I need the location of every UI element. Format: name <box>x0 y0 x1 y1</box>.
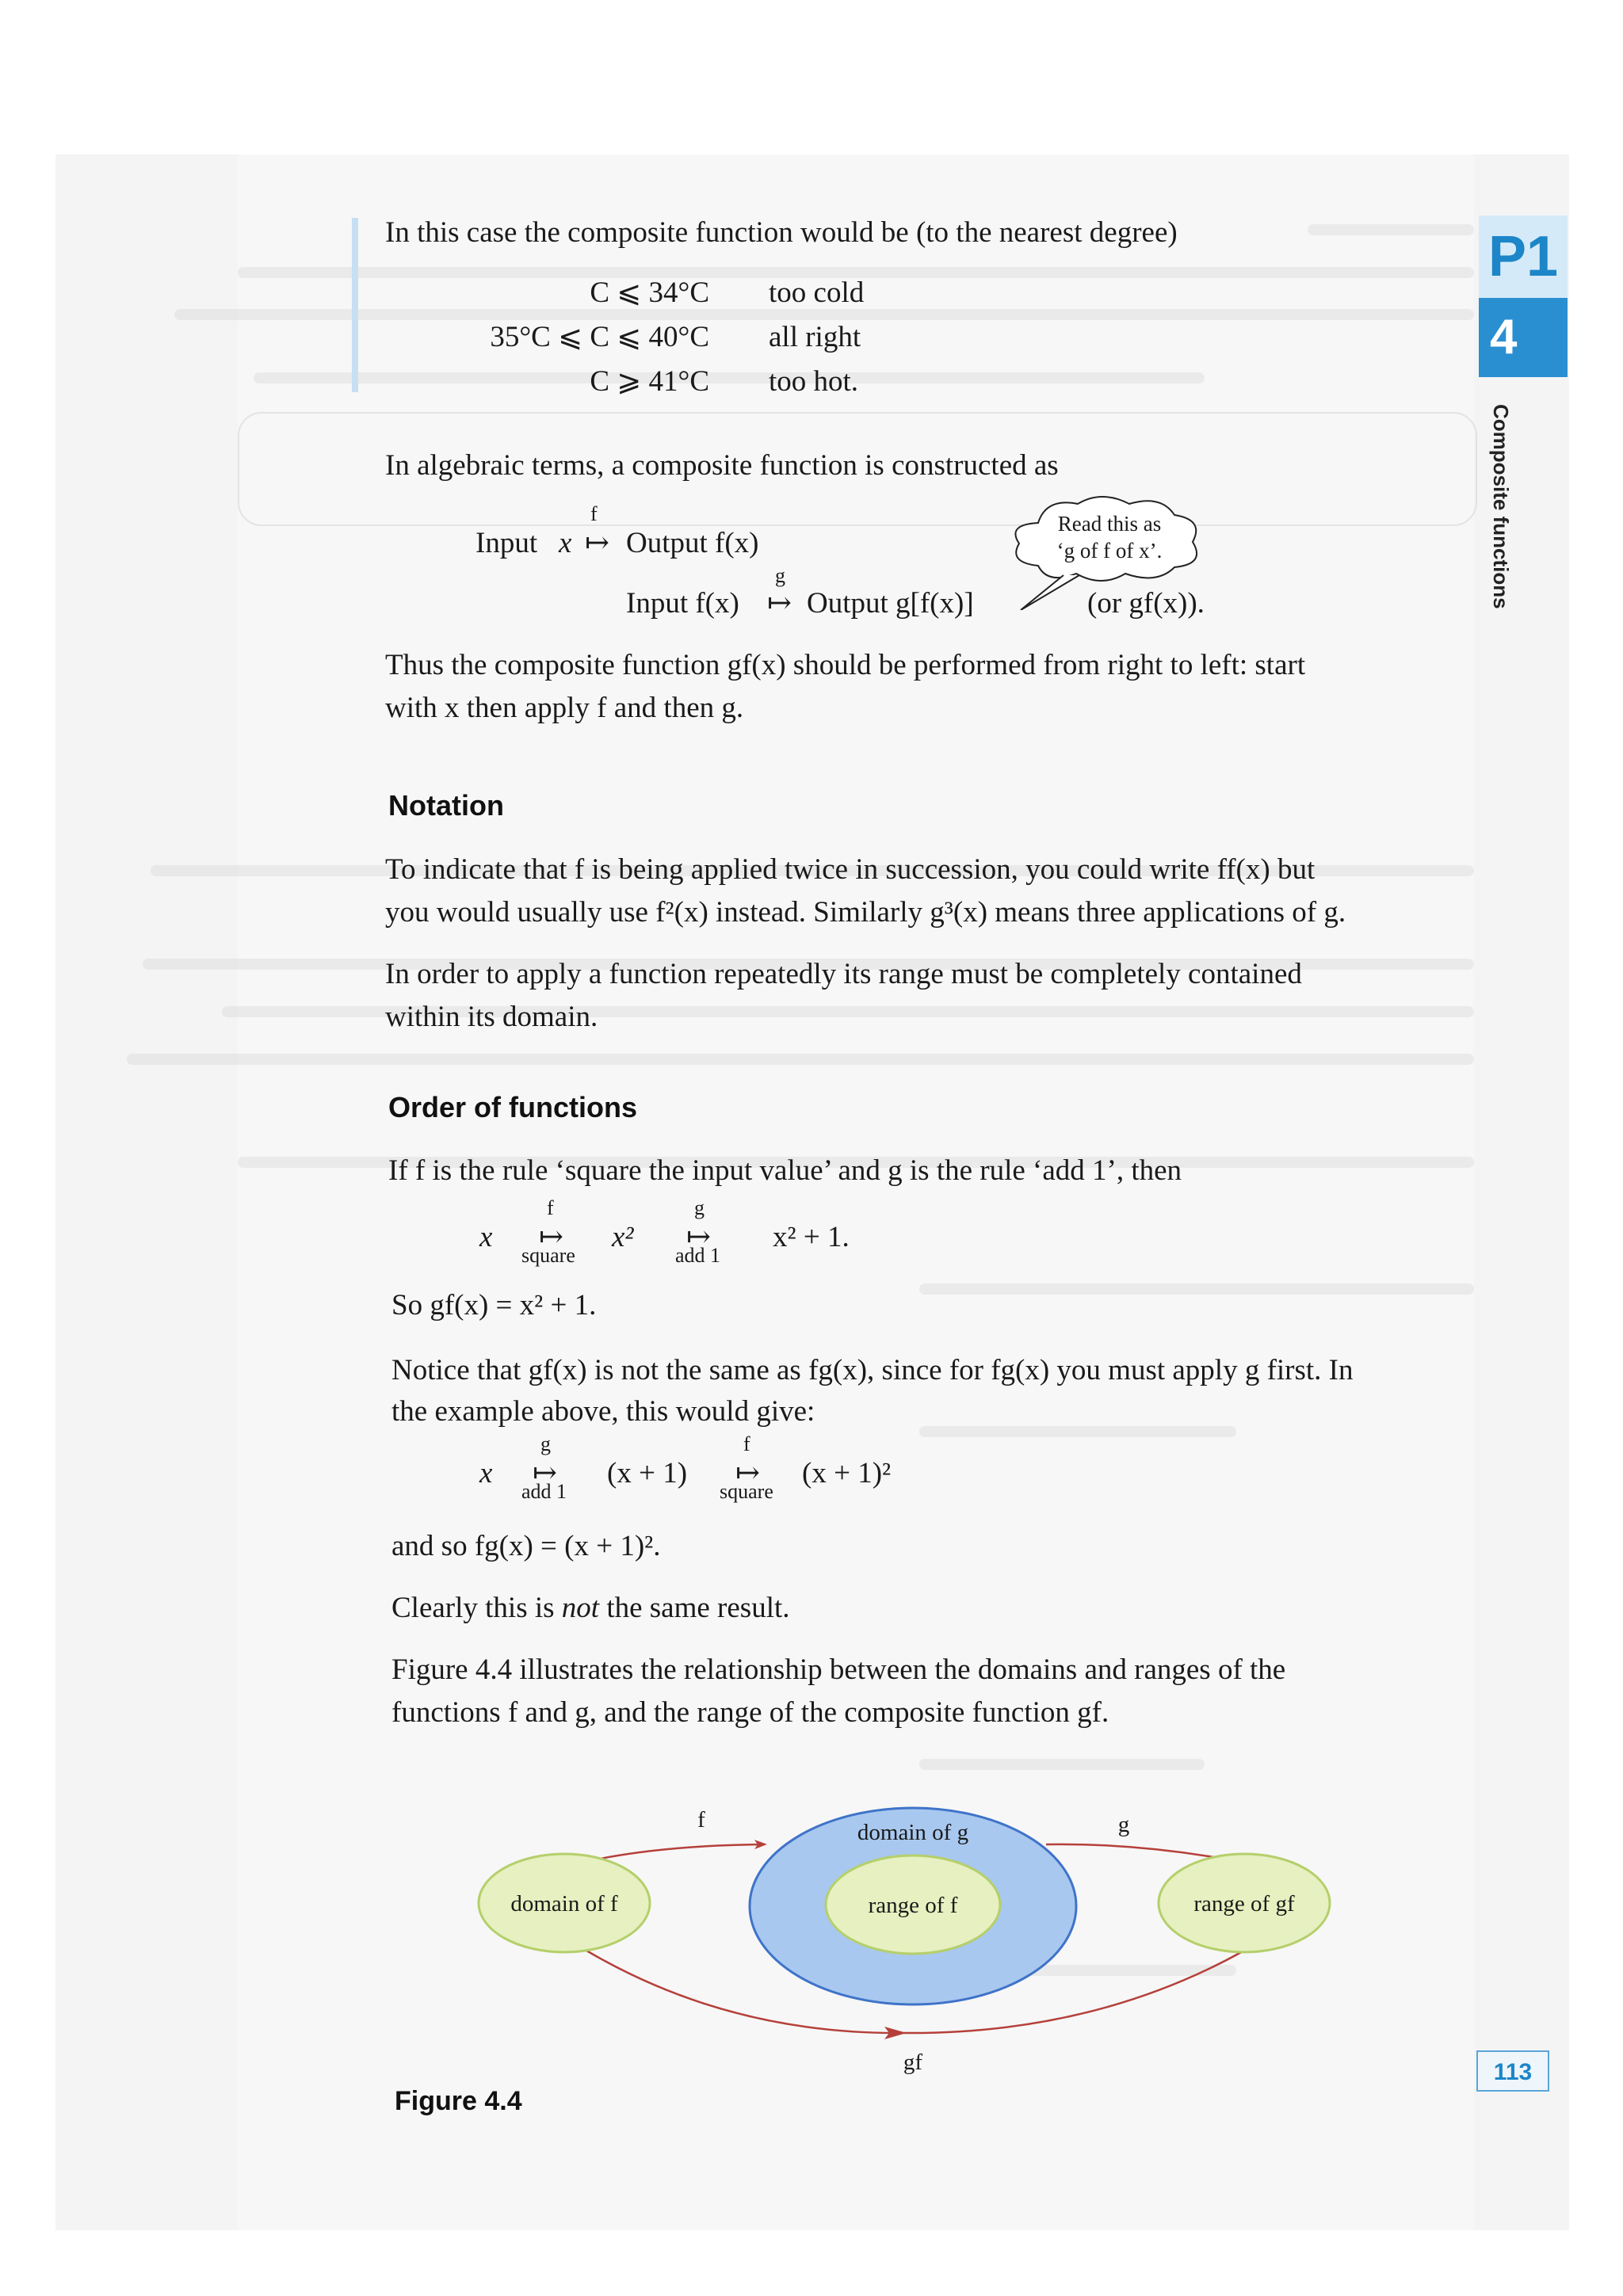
algebraic-text: In algebraic terms, a composite function is constructed as <box>385 449 1059 482</box>
chain2-result: (x + 1)² <box>802 1457 892 1489</box>
side-tab-chapter: 4 <box>1479 298 1568 377</box>
margin-rule <box>352 218 358 392</box>
repeat-text-line-2: within its domain. <box>385 1001 598 1033</box>
chain2-x: x <box>479 1457 493 1489</box>
chain1-arrow-2: ↦ <box>686 1221 712 1253</box>
chain1-x2: x² <box>612 1221 634 1253</box>
notice-text-line-2: the example above, this would give: <box>391 1395 815 1428</box>
notation-text-line-2: you would usually use f²(x) instead. Similarly g³(x) means three applications of g. <box>385 896 1346 929</box>
chain2-arrow-1: ↦ <box>533 1457 558 1489</box>
chain2-square-label: square <box>720 1480 773 1503</box>
thought-bubble <box>991 491 1228 610</box>
andso-text: and so fg(x) = (x + 1)². <box>391 1530 661 1562</box>
thus-text-line-1: Thus the composite function gf(x) should be performed from right to left: start <box>385 649 1306 681</box>
show-through-line <box>1308 224 1474 235</box>
figure-caption: Figure 4.4 <box>395 2086 522 2116</box>
temp-condition: C ⩽ 34°C <box>590 277 709 309</box>
label-arrow-gf: gf <box>903 2050 923 2075</box>
chain2-f-label: f <box>743 1432 750 1455</box>
chain1-g-label: g <box>694 1196 705 1219</box>
map1-var: x <box>559 527 572 559</box>
map1-arrow: ↦ <box>585 527 610 559</box>
figure-text-line-1: Figure 4.4 illustrates the relationship between the domains and ranges of the <box>391 1653 1286 1686</box>
temp-label: all right <box>769 321 861 353</box>
chain1-x: x <box>479 1221 493 1253</box>
label-domain-f: domain of f <box>510 1891 618 1917</box>
chain2-mid: (x + 1) <box>607 1457 688 1489</box>
figure-text-line-2: functions f and g, and the range of the composite function gf. <box>391 1696 1109 1729</box>
map1-function-label: f <box>590 502 598 525</box>
map2-arrow: ↦ <box>767 587 792 620</box>
clearly-text: Clearly this is not the same result. <box>391 1592 790 1624</box>
map1-input: Input <box>475 527 538 559</box>
chain1-arrow-1: ↦ <box>539 1221 564 1253</box>
bubble-line-2: ‘g of f of x’. <box>1056 539 1163 563</box>
map2-input: Input f(x) <box>626 587 739 620</box>
label-range-f: range of f <box>868 1893 958 1918</box>
notation-heading: Notation <box>388 789 504 822</box>
chain2-add1-label: add 1 <box>521 1480 567 1503</box>
show-through-line <box>919 1283 1474 1295</box>
temp-label: too hot. <box>769 365 859 398</box>
temp-label: too cold <box>769 277 865 309</box>
chain2-g-label: g <box>540 1432 551 1455</box>
label-range-gf: range of gf <box>1193 1891 1295 1917</box>
temp-condition: C ⩾ 41°C <box>590 365 709 398</box>
side-tab-title <box>1480 404 1527 658</box>
show-through-line <box>919 1759 1205 1770</box>
side-tab-part: P1 <box>1479 215 1568 298</box>
bubble-line-1: Read this as <box>1057 512 1162 536</box>
chain1-result: x² + 1. <box>773 1221 850 1253</box>
label-domain-g: domain of g <box>857 1820 969 1845</box>
so-text: So gf(x) = x² + 1. <box>391 1289 597 1322</box>
chain2-arrow-2: ↦ <box>735 1457 761 1489</box>
map2-function-label: g <box>775 564 785 587</box>
side-tab-title-text: Composite functions <box>1489 404 1513 609</box>
intro-text: In this case the composite function would be (to the nearest degree) <box>385 216 1178 249</box>
label-arrow-g: g <box>1117 1812 1130 1837</box>
temp-condition: 35°C ⩽ C ⩽ 40°C <box>490 321 709 353</box>
show-through-line <box>254 372 1205 383</box>
chain1-add1-label: add 1 <box>675 1244 721 1267</box>
notice-text-line-1: Notice that gf(x) is not the same as fg(x), since for fg(x) you must apply g first. In <box>391 1354 1354 1386</box>
label-arrow-f: f <box>697 1807 705 1833</box>
show-through-line <box>127 1054 1474 1065</box>
map2-alt: (or gf(x)). <box>1087 587 1205 620</box>
order-text: If f is the rule ‘square the input value’ and g is the rule ‘add 1’, then <box>388 1154 1182 1187</box>
show-through-line <box>919 1426 1236 1437</box>
repeat-text-line-1: In order to apply a function repeatedly its range must be completely contained <box>385 958 1302 990</box>
chain1-f-label: f <box>547 1196 554 1219</box>
notation-text-line-1: To indicate that f is being applied twice in succession, you could write ff(x) but <box>385 853 1316 886</box>
page-number: 113 <box>1476 2050 1549 2092</box>
chain1-square-label: square <box>521 1244 575 1267</box>
order-heading: Order of functions <box>388 1091 637 1123</box>
map2-output: Output g[f(x)] <box>807 587 974 620</box>
map1-output: Output f(x) <box>626 527 759 559</box>
domain-range-diagram <box>444 1775 1363 2076</box>
thus-text-line-2: with x then apply f and then g. <box>385 692 744 724</box>
